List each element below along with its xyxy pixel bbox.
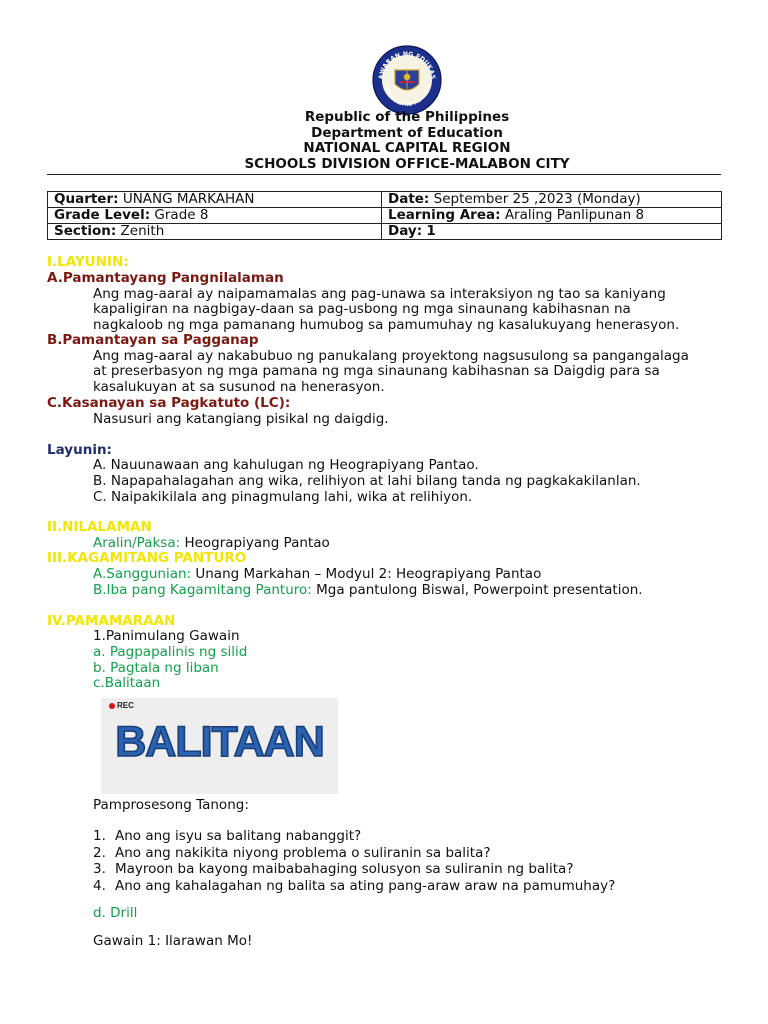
balitaan-title-graphic: BALITAAN	[115, 718, 324, 766]
kasanayan-heading: C.Kasanayan sa Pagkatuto (LC):	[47, 395, 291, 411]
day-cell: Day: 1	[382, 224, 722, 240]
pamantayang-pangnilalaman-line: Ang mag-aaral ay naipamamalas ang pag-unawa sa interaksiyon ng tao sa kaniyang	[93, 286, 666, 302]
sanggunian-line: A.Sanggunian: Unang Markahan – Modyul 2: Heograpiyang Pantao	[93, 566, 542, 582]
question-item: 4. Ano ang kahalagahan ng balita sa ating pang-araw araw na pamumuhay?	[93, 878, 616, 894]
objectives-heading: Layunin:	[47, 442, 112, 458]
pamantayan-sa-pagganap-line: at preserbasyon ng mga pamana ng mga sinaunang kabihasnan sa Daigdig para sa	[93, 363, 660, 379]
section-cell: Section: Zenith	[48, 224, 382, 240]
panimulang-gawain: 1.Panimulang Gawain	[93, 628, 240, 644]
header-department: Department of Education	[311, 125, 503, 141]
pamantayan-sa-pagganap-line: kasalukuyan at sa susunod na henerasyon.	[93, 379, 385, 395]
svg-text:KAGAWARAN NG EDUKASYON: AWARAN NG EDUKAS	[377, 50, 437, 80]
learning-area-cell: Learning Area: Araling Panlipunan 8	[382, 208, 722, 224]
objective-item: A. Nauunawaan ang kahulugan ng Heograpiyang Pantao.	[93, 457, 479, 473]
pamantayang-pangnilalaman-line: nagkaloob ng mga pamanang humubog sa pamumuhay ng kasalukuyang henerasyon.	[93, 317, 680, 333]
question-item: 2. Ano ang nakikita niyong problema o suliranin sa balita?	[93, 845, 491, 861]
kasanayan-text: Nasusuri ang katangiang pisikal ng daigdig.	[93, 411, 389, 427]
layunin-heading: I.LAYUNIN:	[47, 254, 129, 270]
activity-sub-item: a. Pagpapalinis ng silid	[93, 644, 248, 660]
quarter-cell: Quarter: UNANG MARKAHAN	[48, 192, 382, 208]
header-region: NATIONAL CAPITAL REGION	[303, 140, 511, 156]
pamprosesong-tanong-heading: Pamprosesong Tanong:	[93, 797, 249, 813]
pamantayang-pangnilalaman-heading: A.Pamantayang Pangnilalaman	[47, 270, 284, 286]
gawain-1-title: Gawain 1: Ilarawan Mo!	[93, 933, 253, 949]
iba-pang-kagamitan-line: B.Iba pang Kagamitang Panturo: Mga pantulong Biswal, Powerpoint presentation.	[93, 582, 643, 598]
header-republic: Republic of the Philippines	[304, 109, 510, 125]
activity-sub-item: c.Balitaan	[93, 675, 161, 691]
activity-sub-item: b. Pagtala ng liban	[93, 660, 219, 676]
kagamitang-panturo-heading: III.KAGAMITANG PANTURO	[47, 550, 247, 566]
pamantayan-sa-pagganap-line: Ang mag-aaral ay nakabubuo ng panukalang proyektong nagsusulong sa pangangalaga	[93, 348, 689, 364]
lesson-info-table	[47, 191, 722, 240]
pamamaraan-heading: IV.PAMAMARAAN	[47, 613, 176, 629]
aralin-paksa-line: Aralin/Paksa: Heograpiyang Pantao	[93, 535, 330, 551]
balitaan-image	[101, 698, 338, 794]
deped-seal-logo	[371, 44, 443, 116]
header-division: SCHOOLS DIVISION OFFICE-MALABON CITY	[244, 156, 570, 172]
nilalaman-heading: II.NILALAMAN	[47, 519, 152, 535]
objective-item: B. Napapahalagahan ang wika, relihiyon at lahi bilang tanda ng pagkakakilanlan.	[93, 473, 641, 489]
question-item: 3. Mayroon ba kayong maibabahaging solusyon sa suliranin ng balita?	[93, 861, 574, 877]
date-cell: Date: September 25 ,2023 (Monday)	[382, 192, 722, 208]
rec-indicator: REC	[109, 701, 134, 710]
question-item: 1. Ano ang isyu sa balitang nabanggit?	[93, 828, 362, 844]
objective-item: C. Naipakikilala ang pinagmulang lahi, wika at relihiyon.	[93, 489, 473, 505]
pamantayan-sa-pagganap-heading: B.Pamantayan sa Pagganap	[47, 332, 259, 348]
svg-text:REPUBLIKA NG PILIPINAS: REPUBLIKA NG PILIPINAS	[382, 85, 431, 109]
drill-item: d. Drill	[93, 905, 138, 921]
record-dot-icon	[109, 703, 115, 709]
pamantayang-pangnilalaman-line: kapaligiran na nagbigay-daan sa pag-usbong ng mga sinaunang kabihasnan na	[93, 301, 631, 317]
header-divider	[47, 174, 721, 175]
grade-level-cell: Grade Level: Grade 8	[48, 208, 382, 224]
